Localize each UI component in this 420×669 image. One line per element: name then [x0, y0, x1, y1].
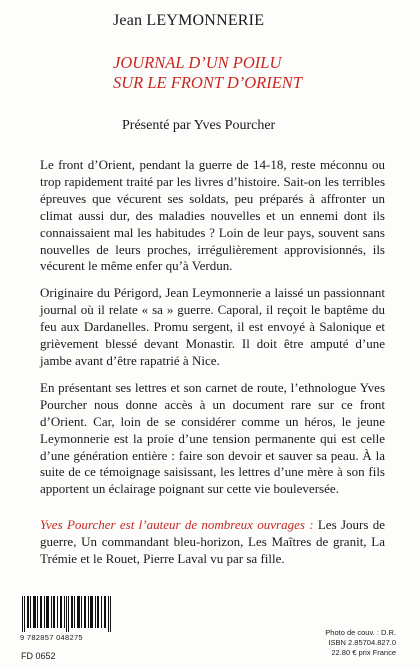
- author-name: Jean LEYMONNERIE: [113, 12, 265, 29]
- blurb-paragraph: En présentant ses lettres et son carnet de route, l’ethnologue Yves Pourcher nous donne accès à un document rare sur ce front d’Orient. Car, loin de se considérer comme un héros, le jeune Leymonnerie est la proie d’une tension permanente qui est celle d’une génération entière : faire son devoir et sauver sa peau. À la suite de ce témoignage saisissant, les lettres d’une mère à son fils apportent un éclairage poignant sur cette vie bouleversée.: [40, 379, 385, 497]
- author-bio: [40, 517, 385, 568]
- barcode-digits: 9 782857 048275: [20, 633, 83, 642]
- presenter-credit: Présenté par Yves Pourcher: [122, 118, 276, 133]
- barcode-block: [20, 596, 120, 642]
- isbn-label: ISBN 2.85704.827.0: [328, 638, 396, 647]
- credits-block: [276, 628, 396, 658]
- barcode-icon: [20, 596, 116, 632]
- book-title: [113, 53, 302, 93]
- blurb-paragraph: Originaire du Périgord, Jean Leymonnerie a laissé un passionnant journal où il relate « sa » guerre. Caporal, il reçoit le baptême du feu aux Dardanelles. Promu sergent, il est envoyé à Salonique et grièvement blessé devant Monastir. Il doit être amputé d’une jambe avant d’être rapatrié à Nice.: [40, 285, 385, 368]
- catalog-code: FD 0652: [21, 651, 56, 661]
- blurb: [40, 157, 385, 508]
- title-line-2: SUR LE FRONT D’ORIENT: [113, 73, 302, 92]
- photo-credit: Photo de couv. : D.R.: [325, 628, 396, 637]
- price-label: 22.80 € prix France: [331, 648, 396, 657]
- blurb-paragraph: Le front d’Orient, pendant la guerre de 14-18, reste méconnu ou trop rapidement traité par les livres d’histoire. Sait-on les terribles épreuves que vécurent ses soldats, peu préparés à affronter un climat aussi dur, des maladies nouvelles et un ennemi dont ils connaissaient mal les habitudes ? Loin de leur pays, souvent sans nouvelles de leurs proches, irrégulièrement approvisionnés, ils vécurent le même enfer qu’à Verdun.: [40, 157, 385, 274]
- author-bio-works: Les Jours de guerre, Un commandant bleu-horizon, Les Maîtres de granit, La Trémie et le Rouet, Pierre Laval vu par sa fille.: [40, 517, 385, 566]
- title-line-1: JOURNAL D’UN POILU: [113, 53, 282, 72]
- author-bio-lead: Yves Pourcher est l’auteur de nombreux ouvrages :: [40, 517, 314, 532]
